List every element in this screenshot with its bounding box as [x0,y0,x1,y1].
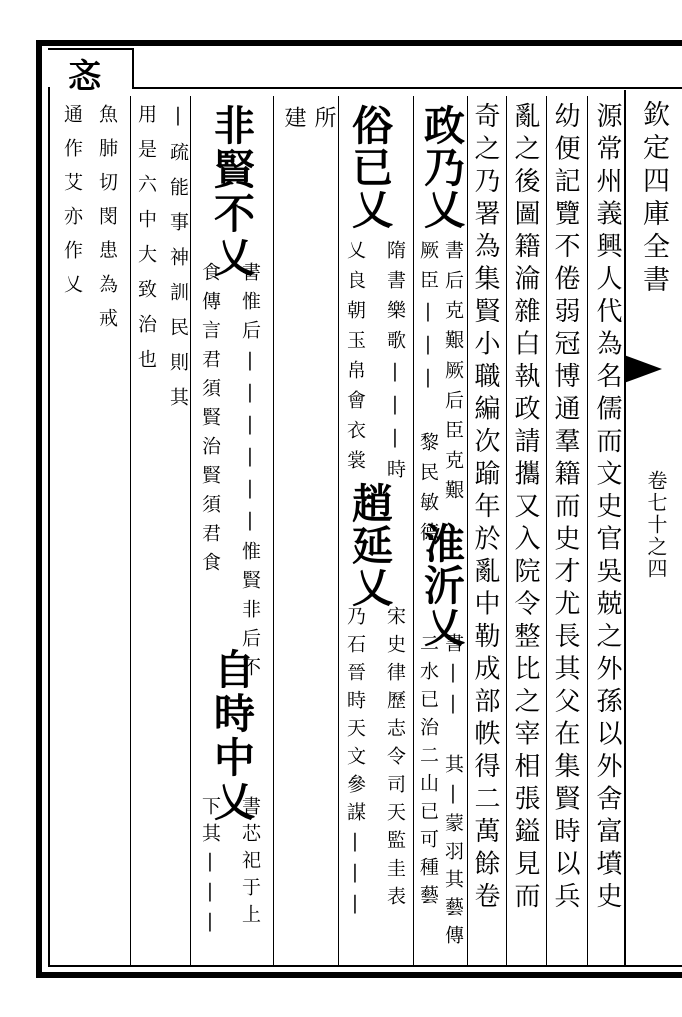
text-column: 源常州義興人代為名儒而文史官吳兢之外孫以外舍富墳史 [592,102,622,915]
text-column: 奇之乃署為集賢小職編次踰年於亂中勒成部帙得二萬餘卷 [470,102,500,915]
margin-volume: 卷七十之四 [644,470,668,580]
margin-title: 欽定四庫全書 [638,100,669,298]
entry-note: 所 [311,106,336,128]
entry-note: 乃石晉時天文參謀||| [344,606,366,923]
header-rule [134,87,682,89]
entry-note: 隋書樂歌|||時 [384,240,406,489]
column-rule [338,96,339,966]
column-rule [130,96,131,966]
entry-note: 二水已治二山已可種藝 [417,633,439,913]
entry-note: 書惟后||||||惟賢非后不 [239,262,261,686]
head-character: 忞 [61,58,101,92]
fish-tail-marker [624,355,662,383]
entry-note: 用是六中大致治也 [135,104,157,384]
column-rule [190,96,191,966]
column-rule [467,96,468,966]
entry-note: 下其||| [199,796,221,940]
entry-head: 俗已乂 [345,104,393,230]
entry-head: 非賢不乂 [207,104,255,280]
entry-note: 乂良朝玉帛會衣裳 [344,240,366,480]
entry-note: 厥臣||| 黎民敏德 [417,240,439,552]
column-rule [413,96,414,966]
entry-head: 淮沂乂 [417,522,465,648]
entry-head: 趙延乂 [345,482,393,608]
entry-head: 自時中乂 [207,648,255,824]
text-column: 幼便記覽不倦弱冠博通羣籍而史才尤長其父在集賢時以兵 [550,102,580,915]
entry-note: 建 [281,106,306,128]
column-rule [273,96,274,966]
text-column: 亂之後圖籍淪雜白執政請攜又入院令整比之宰相張鎰見而 [510,102,540,915]
column-rule [506,96,507,966]
entry-note: 書后克艱厥后臣克艱 [442,240,464,510]
entry-note: 書芯祀于上 [239,796,261,931]
entry-note: 通作艾亦作乂 [61,104,83,308]
entry-note: |疏能事神訓民則其 [167,104,189,422]
column-rule [587,96,588,966]
entry-head: 政乃乂 [417,104,465,230]
entry-note: 宋史律歷志令司天監圭表 [384,606,406,914]
entry-note: 魚肺切閔患為戒 [96,104,118,342]
column-rule [546,96,547,966]
entry-note: 食傳言君須賢治賢須君食 [199,262,221,581]
entry-note: 書|| 其|蒙羽其藝傳 [442,633,464,953]
